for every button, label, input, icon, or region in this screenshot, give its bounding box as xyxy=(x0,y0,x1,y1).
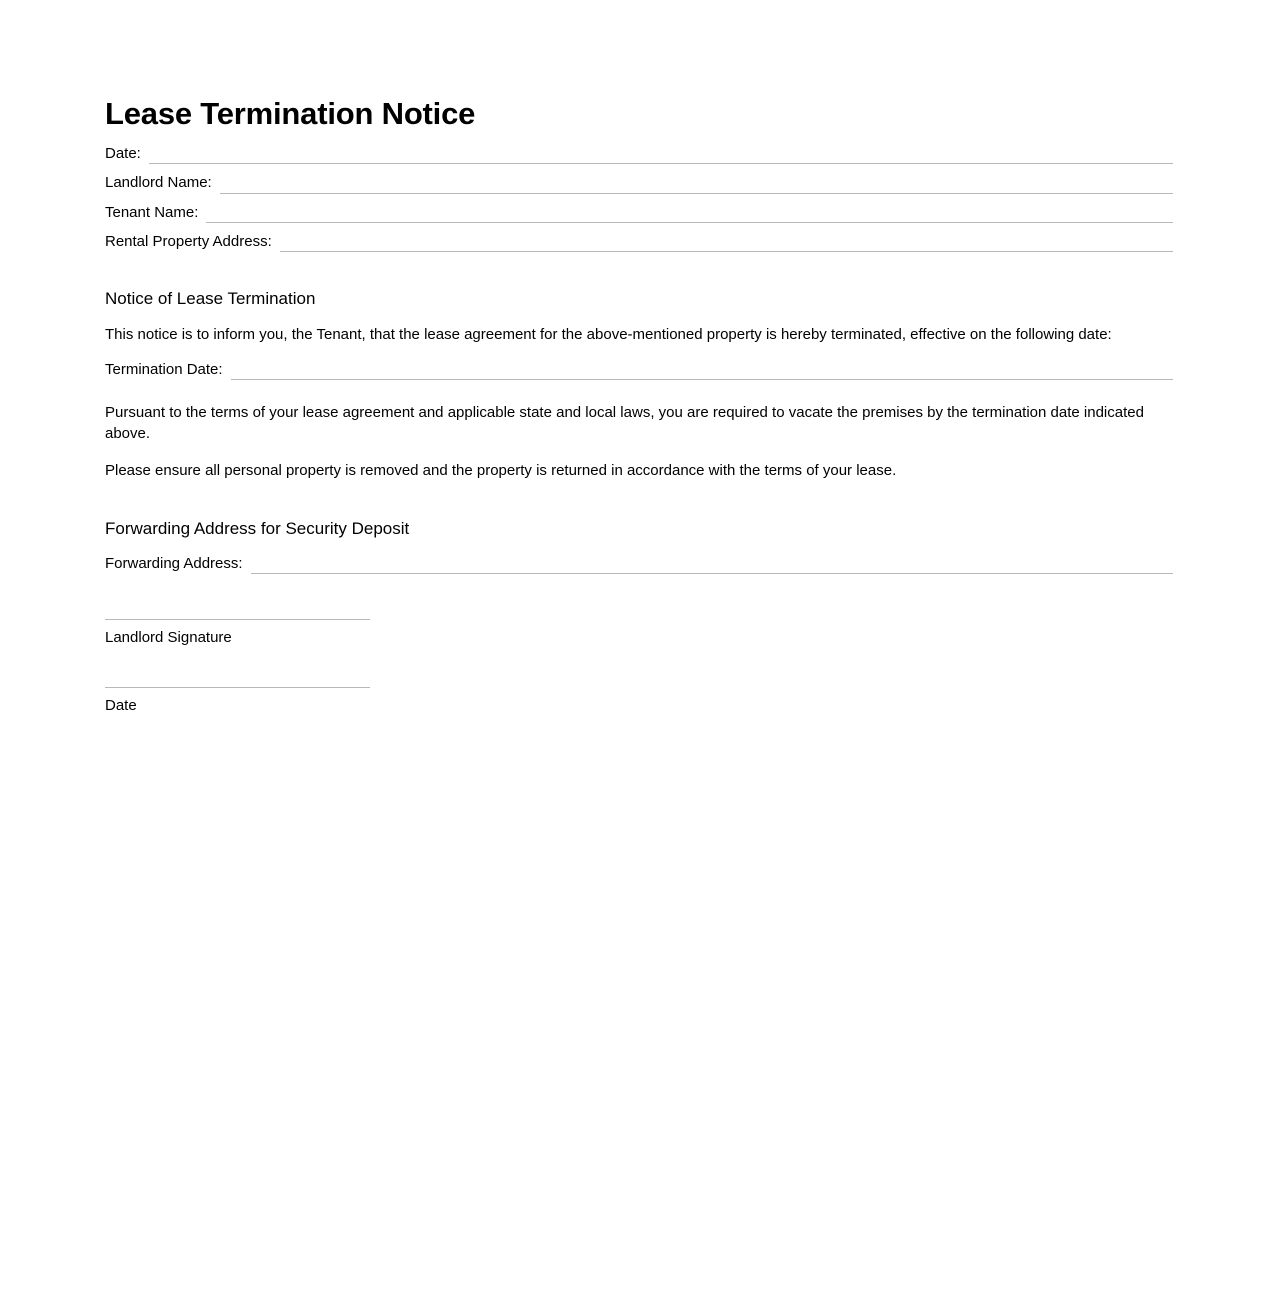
field-label-date: Date: xyxy=(105,145,141,163)
notice-intro-paragraph: This notice is to inform you, the Tenant, that the lease agreement for the above-mentioned property is hereby terminated, effective on the following date: xyxy=(105,326,1112,344)
field-label-forwarding-address: Forwarding Address: xyxy=(105,554,243,572)
field-row-landlord-name[interactable] xyxy=(105,173,1173,193)
field-row-tenant-name[interactable] xyxy=(105,203,1173,223)
field-row-forwarding-address[interactable] xyxy=(105,554,1173,574)
page-title: Lease Termination Notice xyxy=(105,96,476,131)
field-row-date[interactable] xyxy=(105,144,1173,164)
signature-line-landlord[interactable] xyxy=(105,618,370,620)
field-input-landlord-name[interactable] xyxy=(220,176,1173,194)
field-input-rental-property-address[interactable] xyxy=(280,234,1173,252)
field-input-forwarding-address[interactable] xyxy=(251,556,1173,574)
signature-caption-landlord: Landlord Signature xyxy=(105,629,232,647)
field-row-termination-date[interactable] xyxy=(105,360,1173,380)
field-label-termination-date: Termination Date: xyxy=(105,360,223,378)
signature-block xyxy=(105,618,1173,717)
notice-paragraph-2: Pursuant to the terms of your lease agreement and applicable state and local laws, you are required to vacate the premises by the termination date indicated above. xyxy=(105,403,1144,443)
signature-spacer xyxy=(105,648,1173,686)
section-heading-notice: Notice of Lease Termination xyxy=(105,289,316,309)
signature-caption-date: Date xyxy=(105,697,137,715)
notice-paragraph-3: Please ensure all personal property is removed and the property is returned in accordance with the terms of your lease. xyxy=(105,462,897,480)
signature-line-date[interactable] xyxy=(105,686,370,688)
field-label-landlord-name: Landlord Name: xyxy=(105,174,212,192)
field-row-rental-property-address[interactable] xyxy=(105,232,1173,252)
field-input-termination-date[interactable] xyxy=(231,362,1173,380)
field-label-rental-property-address: Rental Property Address: xyxy=(105,232,272,250)
section-heading-forwarding-address: Forwarding Address for Security Deposit xyxy=(105,518,410,538)
field-input-date[interactable] xyxy=(149,146,1173,164)
field-input-tenant-name[interactable] xyxy=(206,205,1173,223)
field-label-tenant-name: Tenant Name: xyxy=(105,203,199,221)
